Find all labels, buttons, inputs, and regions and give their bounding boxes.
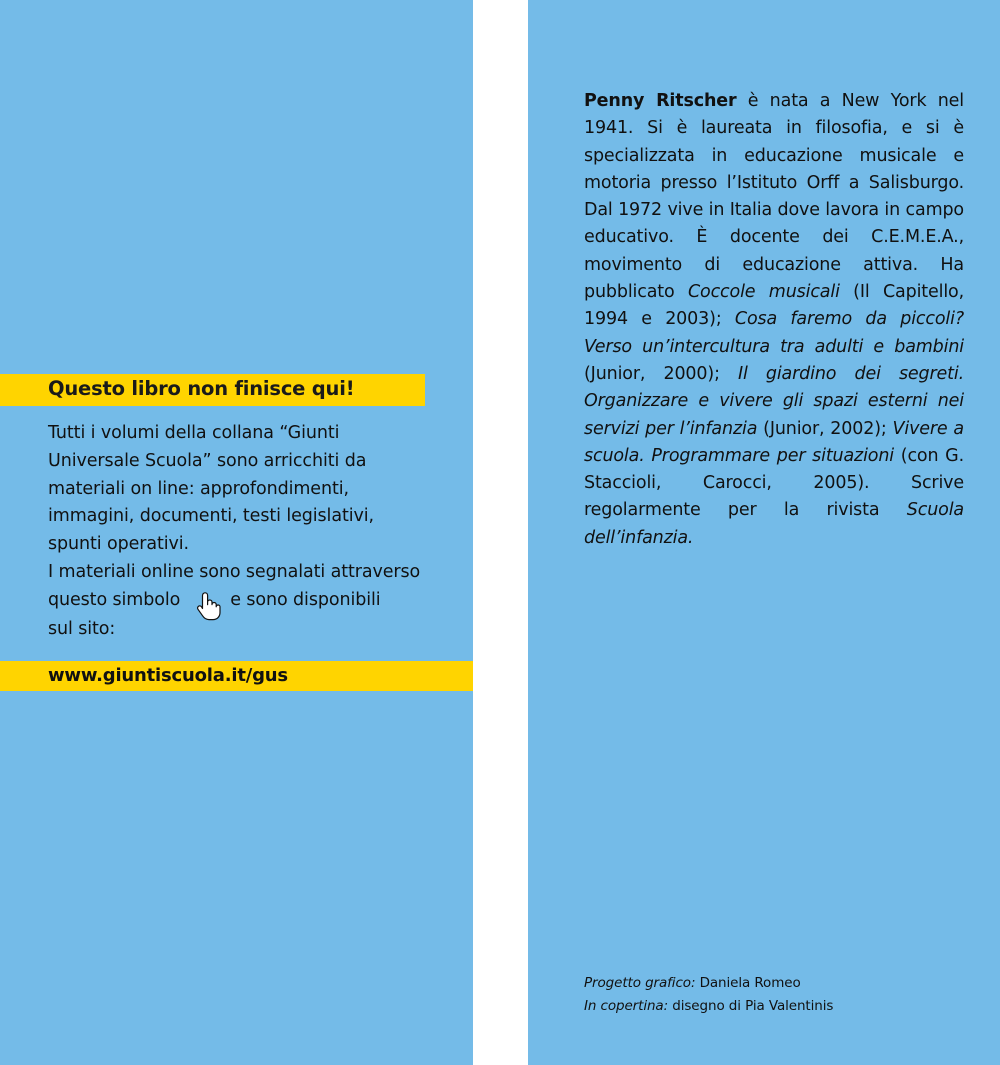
pointing-hand-icon (190, 591, 224, 621)
author-bio (584, 88, 964, 552)
bio-title-italic: Coccole musicali (687, 282, 840, 303)
credit-value: Daniela Romeo (695, 975, 801, 991)
bio-title-italic: Vivere a scuola. Programmare per situazioni (584, 418, 964, 466)
credit-label: In copertina: (584, 998, 669, 1015)
promo-symbol-text-before: questo simbolo (48, 590, 181, 611)
back-cover-panel (528, 0, 1000, 1065)
credit-line (584, 995, 974, 1018)
promo-symbol-text-after: e sono disponibili (230, 590, 381, 611)
credit-line (584, 972, 974, 995)
credits-block (584, 972, 974, 1018)
promo-url-bar[interactable] (0, 661, 473, 691)
promo-materials-line: I materiali online sono segnalati attraverso (48, 561, 421, 582)
bio-title-italic: Scuola dell’infanzia. (584, 500, 964, 548)
promo-url-link[interactable]: www.giuntiscuola.it/gus (48, 664, 288, 686)
promo-paragraph: Tutti i volumi della collana “Giunti Universale Scuola” sono arricchiti da materiali on line: approfondimenti, immagini, documenti, testi legislativi, spunti operativi. (48, 423, 374, 554)
left-flap-panel (0, 0, 473, 1065)
bio-text-run: (Junior, 2002); (757, 418, 893, 439)
promo-title: Questo libro non finisce qui! (48, 377, 355, 400)
bio-title-italic: Cosa faremo da piccoli? Verso un’intercultura tra adulti e bambini (584, 309, 964, 357)
author-name: Penny Ritscher (584, 91, 737, 111)
bio-text-run: è nata a New York nel 1941. Si è laureata in filosofia, e si è specializzata in educazione musicale e motoria presso l’Istituto Orff a Salisburgo. Dal 1972 vive in Italia dove lavora in campo educativo. È docente dei C.E.M.E.A., movimento di educazione attiva. Ha pubblicato (584, 91, 964, 303)
author-bio-text (584, 91, 964, 548)
bio-text-run: (Junior, 2000); (584, 363, 738, 384)
credit-value: disegno di Pia Valentinis (668, 998, 834, 1015)
online-materials-promo (0, 374, 473, 691)
bio-title-italic: Il giardino dei segreti. Organizzare e vivere gli spazi esterni nei servizi per l’infanzia (584, 363, 965, 439)
promo-site-line: sul sito: (48, 619, 116, 640)
promo-title-bar (0, 374, 425, 406)
bio-text-run: (con G. Staccioli, Carocci, 2005). Scrive regolarmente per la rivista (584, 445, 964, 521)
promo-body (0, 406, 430, 649)
bio-text-run: (Il Capitello, 1994 e 2003); (584, 282, 965, 330)
credit-label: Progetto grafico: (584, 975, 696, 991)
promo-symbol-line (48, 586, 430, 616)
